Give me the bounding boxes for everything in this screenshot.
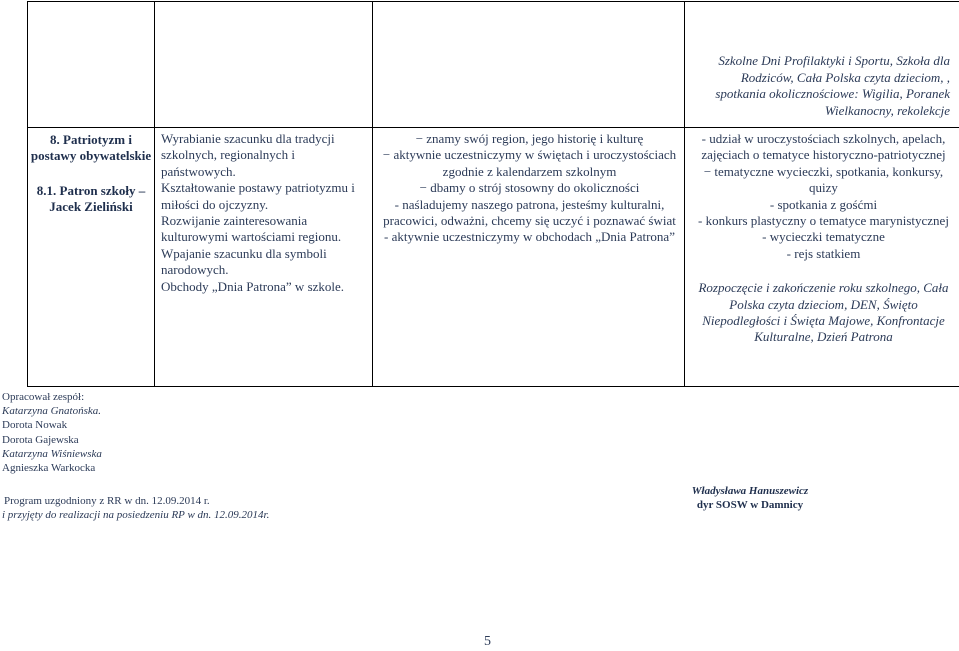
team-member: Katarzyna Gnatońska. — [2, 405, 101, 418]
table-cell — [28, 2, 155, 128]
team-member: Dorota Nowak — [2, 419, 68, 432]
page-number: 5 — [484, 634, 491, 649]
spacer — [30, 165, 152, 183]
spacer — [691, 262, 956, 280]
signature-role: dyr SOSW w Damnicy — [696, 498, 804, 511]
section-title: 8. Patriotyzm i postawy obywatelskie — [30, 132, 152, 164]
team-member: Agnieszka Warkocka — [2, 462, 96, 475]
goal-item: Kształtowanie postawy patriotyzmu i miłości do ojczyzny. — [161, 180, 355, 212]
outcome-item: − aktywnie uczestniczymy w świętach i uroczystościach zgodnie z kalendarzem szkolnym — [382, 147, 677, 179]
table-cell — [373, 2, 685, 128]
outcome-item: − znamy swój region, jego historię i kulturę — [415, 131, 644, 146]
section-subtitle: 8.1. Patron szkoły – Jacek Zieliński — [36, 182, 146, 215]
outcome-item: − dbamy o strój stosowny do okoliczności — [419, 180, 640, 196]
table-cell — [685, 2, 959, 128]
outcome-item: - naśladujemy naszego patrona, jesteśmy kulturalni, pracowici, odważni, chcemy się uczyć i poznawać świat — [383, 196, 676, 229]
signature-name: Władysława Hanuszewicz — [691, 485, 809, 497]
section-cell — [28, 128, 155, 387]
top-right-events: Szkolne Dni Profilaktyki i Sportu, Szkoła dla Rodziców, Cała Polska czyta dzieciom, , spotkania okolicznościowe: Wigilia, Poranek Wielkanocny, rekolekcje — [715, 53, 950, 118]
form-item: - konkurs plastyczny o tematyce marynistycznej — [698, 213, 949, 229]
table-cell — [155, 2, 373, 128]
program-line-2: i przyjęty do realizacji na posiedzeniu RP w dn. 12.09.2014r. — [2, 509, 270, 521]
events-list: Rozpoczęcie i zakończenie roku szkolnego, Cała Polska czyta dzieciom, DEN, Święto Niepodległości i Święta Majowe, Konfrontacje Kulturalne, Dzień Patrona — [698, 280, 949, 345]
team-label: Opracował zespół: — [2, 391, 85, 403]
goal-item: Wpajanie szacunku dla symboli narodowych. — [161, 245, 327, 278]
team-member: Dorota Gajewska — [2, 433, 79, 446]
form-item: − tematyczne wycieczki, spotkania, konkursy, quizy — [703, 163, 944, 196]
form-item: - rejs statkiem — [786, 245, 861, 261]
forms-cell — [685, 128, 959, 387]
team-member: Katarzyna Wiśniewska — [2, 447, 102, 460]
outcome-item: - aktywnie uczestniczymy w obchodach „Dnia Patrona” — [384, 229, 675, 245]
goal-item: Obchody „Dnia Patrona” w szkole. — [161, 278, 345, 294]
program-approval — [4, 494, 269, 522]
goal-item: Rozwijanie zainteresowania kulturowymi wartościami regionu. — [161, 213, 342, 245]
goal-item: Wyrabianie szacunku dla tradycji szkolnych, regionalnych i państwowych. — [161, 131, 335, 179]
program-table — [27, 1, 959, 387]
form-item: - spotkania z gośćmi — [769, 196, 878, 212]
signature-block — [660, 485, 840, 512]
program-line-1: Program uzgodniony z RR w dn. 12.09.2014 r. — [4, 495, 210, 507]
form-item: - wycieczki tematyczne — [762, 229, 885, 245]
outcomes-cell — [373, 128, 685, 387]
goals-cell — [155, 128, 373, 387]
form-item: - udział w uroczystościach szkolnych, apelach, zajęciach o tematyce historyczno-patriotycznej — [701, 131, 946, 163]
team-block — [2, 390, 102, 475]
